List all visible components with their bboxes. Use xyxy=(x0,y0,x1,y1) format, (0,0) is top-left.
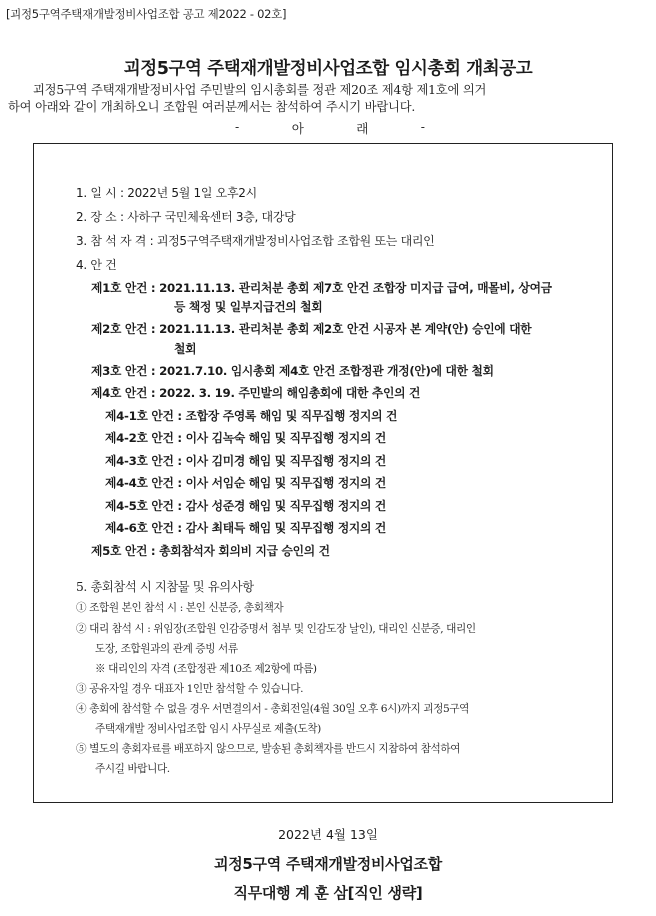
intro-paragraph xyxy=(8,82,653,116)
agenda-item-1-cont: 등 책정 및 일부지급건의 철회 xyxy=(174,300,323,314)
agenda-item-4-5: 제4-5호 안건 : 감사 성준경 해임 및 직무집행 정지의 건 xyxy=(105,499,387,513)
agenda-heading: 4. 안 건 xyxy=(76,258,117,272)
agenda-item-4-3: 제4-3호 안건 : 이사 김미경 해임 및 직무집행 정지의 건 xyxy=(105,454,387,468)
below-heading-dash-right: - xyxy=(420,119,425,134)
detail-place: 2. 장 소 : 사하구 국민체육센터 3층, 대강당 xyxy=(76,210,296,224)
intro-line-2: 하여 아래와 같이 개최하오니 조합원 여러분께서는 참석하여 주시기 바랍니다. xyxy=(8,100,416,114)
note-line: ※ 대리인의 자격 (조합정관 제10조 제2항에 따름) xyxy=(95,663,317,675)
below-heading-dash-left: - xyxy=(235,119,240,134)
page-title: 괴정5구역 주택재개발정비사업조합 임시총회 개최공고 xyxy=(123,59,533,79)
below-heading-rae: 래 xyxy=(356,121,369,136)
notes-heading: 5. 총회참석 시 지참물 및 유의사항 xyxy=(76,580,254,594)
note-line: ④ 총회에 참석할 수 없을 경우 서면결의서 - 총회전일(4월 30일 오후 6시)까지 괴정5구역 xyxy=(76,703,469,715)
note-line: ① 조합원 본인 참석 시 : 본인 신분증, 총회책자 xyxy=(76,602,284,614)
agenda-item-2-cont: 철회 xyxy=(174,342,197,356)
note-line: 도장, 조합원과의 관계 증빙 서류 xyxy=(95,643,238,655)
agenda-item-4-1: 제4-1호 안건 : 조합장 주영록 해임 및 직무집행 정지의 건 xyxy=(105,409,398,423)
below-heading-a: 아 xyxy=(291,121,304,136)
note-line: ② 대리 참석 시 : 위임장(조합원 인감증명서 첨부 및 인감도장 날인), 대리인 신분증, 대리인 xyxy=(76,623,476,635)
agenda-item-4-2: 제4-2호 안건 : 이사 김녹숙 해임 및 직무집행 정지의 건 xyxy=(105,431,387,445)
agenda-item-4: 제4호 안건 : 2022. 3. 19. 주민발의 해임총회에 대한 추인의 건 xyxy=(91,386,421,400)
agenda-item-5: 제5호 안건 : 총회참석자 회의비 지급 승인의 건 xyxy=(91,544,330,558)
note-line: ⑤ 별도의 총회자료를 배포하지 않으므로, 발송된 총회책자를 반드시 지참하여 참석하여 xyxy=(76,743,461,755)
details-box xyxy=(33,143,613,803)
note-line: ③ 공유자일 경우 대표자 1인만 참석할 수 있습니다. xyxy=(76,683,304,695)
notice-date: 2022년 4월 13일 xyxy=(278,827,378,842)
intro-line-1: 괴정5구역 주택재개발정비사업 주민발의 임시총회를 정관 제20조 제4항 제1호에 의거 xyxy=(33,83,487,97)
agenda-item-4-6: 제4-6호 안건 : 감사 최태득 해임 및 직무집행 정지의 건 xyxy=(105,521,387,535)
detail-eligibility: 3. 참 석 자 격 : 괴정5구역주택재개발정비사업조합 조합원 또는 대리인 xyxy=(76,234,435,248)
note-line: 주택재개발 정비사업조합 임시 사무실로 제출(도착) xyxy=(95,723,321,735)
detail-date: 1. 일 시 : 2022년 5월 1일 오후2시 xyxy=(76,186,257,200)
below-heading xyxy=(235,119,425,137)
notice-reference-number: [괴정5구역주택재개발정비사업조합 공고 제2022 - 02호] xyxy=(6,7,287,21)
organization-name: 괴정5구역 주택재개발정비사업조합 xyxy=(214,855,442,873)
agenda-item-2: 제2호 안건 : 2021.11.13. 관리처분 총회 제2호 안건 시공자 본 계약(안) 승인에 대한 xyxy=(91,322,532,336)
agenda-item-4-4: 제4-4호 안건 : 이사 서임순 해임 및 직무집행 정지의 건 xyxy=(105,476,387,490)
note-line: 주시길 바랍니다. xyxy=(95,763,170,775)
signature-line: 직무대행 계 훈 삼[직인 생략] xyxy=(233,884,423,902)
agenda-item-3: 제3호 안건 : 2021.7.10. 임시총회 제4호 안건 조합정관 개정(안)에 대한 철회 xyxy=(91,364,494,378)
agenda-item-1: 제1호 안건 : 2021.11.13. 관리처분 총회 제7호 안건 조합장 미지급 급여, 매몰비, 상여금 xyxy=(91,281,552,295)
